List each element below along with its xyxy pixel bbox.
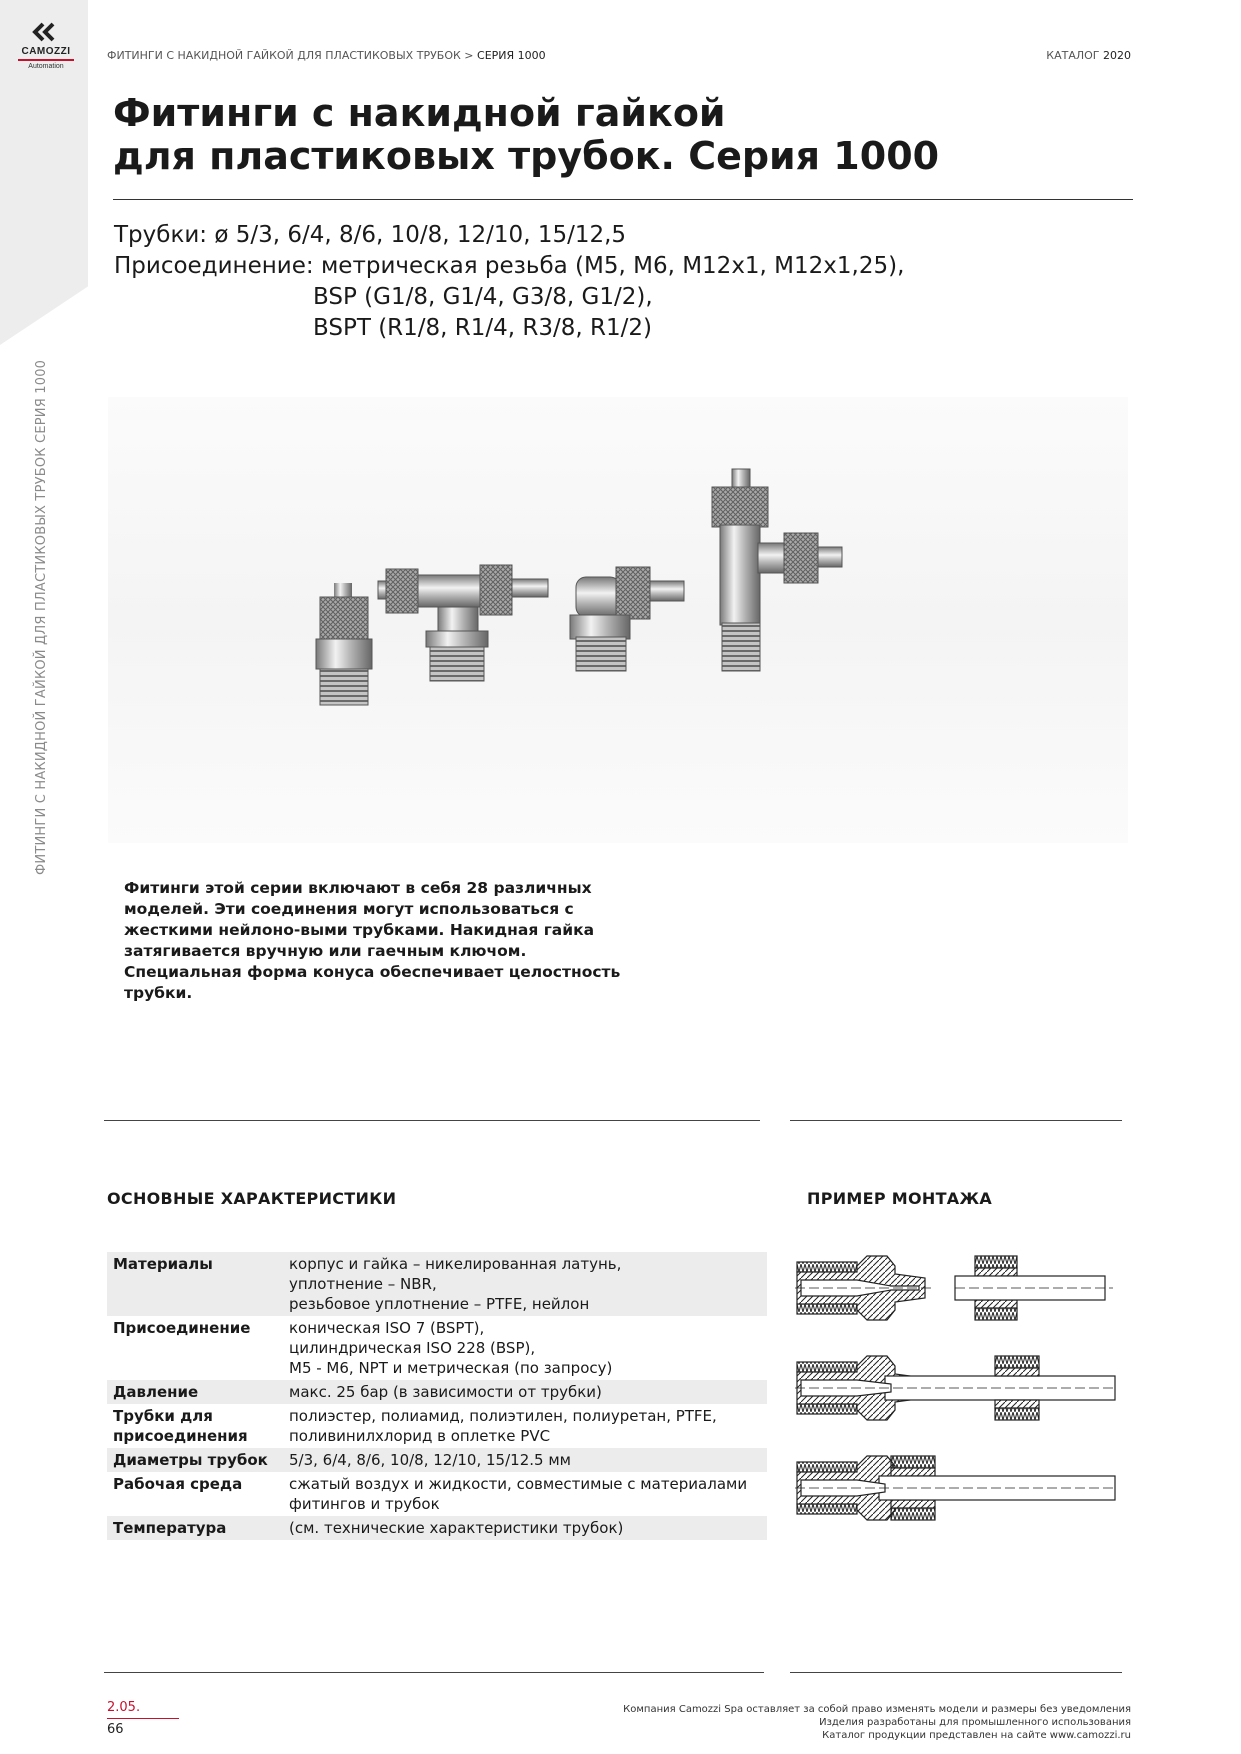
characteristic-value-line: коническая ISO 7 (BSPT), [289,1319,485,1337]
tee-fitting-image [378,565,548,681]
footer-divider-right [790,1672,1122,1673]
characteristic-value-line: резьбовое уплотнение – PTFE, нейлон [289,1295,590,1313]
breadcrumb-section: ФИТИНГИ С НАКИДНОЙ ГАЙКОЙ ДЛЯ ПЛАСТИКОВЫХ ТРУБОК [107,49,461,62]
logo-underline [18,59,74,61]
page-number: 66 [107,1722,124,1737]
catalog-label [1046,49,1131,62]
characteristic-value [283,1472,767,1516]
characteristic-value-line: цилиндрическая ISO 228 (BSP), [289,1339,536,1357]
title-divider [113,199,1133,200]
characteristic-key: Трубки для присоединения [113,1407,248,1445]
characteristic-value-line: M5 - M6, NPT и метрическая (по запросу) [289,1359,613,1377]
branch-tee-image [712,469,842,671]
page-section-number: 2.05. [107,1700,141,1715]
straight-fitting-image [316,583,372,705]
mounting-step-1 [795,1256,1113,1320]
page-section-underline [107,1718,179,1719]
footer-divider-left [104,1672,764,1673]
connection-spec: Присоединение: метрическая резьба (M5, M6, M12x1, M12x1,25), [114,253,905,279]
characteristics-row [107,1448,767,1472]
logo-mark-icon [31,22,61,42]
characteristics-row [107,1380,767,1404]
characteristic-value-line: уплотнение – NBR, [289,1275,437,1293]
characteristic-value [283,1252,767,1316]
characteristic-value [283,1448,767,1472]
characteristic-value [283,1404,767,1448]
characteristic-key: Рабочая среда [113,1475,243,1493]
characteristic-key: Температура [107,1516,283,1540]
tube-connection-specs [114,220,904,344]
catalog-text: КАТАЛОГ [1046,49,1100,62]
characteristic-key: Давление [107,1380,283,1404]
mounting-diagram [795,1248,1125,1552]
characteristic-value-line: 5/3, 6/4, 8/6, 10/8, 12/10, 15/12.5 мм [289,1451,571,1469]
characteristics-row [107,1404,767,1448]
characteristics-row [107,1516,767,1540]
characteristic-value-line: фитингов и трубок [289,1495,440,1513]
footer-note-3: Каталог продукции представлен на сайте www.camozzi.ru [822,1730,1131,1741]
footer-note-2: Изделия разработаны для промышленного использования [819,1717,1131,1728]
logo-tagline: Automation [28,63,64,70]
elbow-fitting-image [570,567,684,671]
characteristic-value [283,1316,767,1380]
mounting-step-3 [795,1456,1117,1520]
characteristic-key: Диаметры трубок [107,1448,283,1472]
side-label: ФИТИНГИ С НАКИДНОЙ ГАЙКОЙ ДЛЯ ПЛАСТИКОВЫХ ТРУБОК СЕРИЯ 1000 [34,359,49,875]
footer-note-1: Компания Camozzi Spa оставляет за собой право изменять модели и размеры без уведомления [623,1704,1131,1715]
breadcrumb [107,49,546,62]
footer-notes [623,1703,1131,1742]
characteristic-value-line: макс. 25 бар (в зависимости от трубки) [289,1383,602,1401]
mounting-example-heading: ПРИМЕР МОНТАЖА [807,1189,993,1208]
connection-bspt: BSPT (R1/8, R1/4, R3/8, R1/2) [313,315,653,341]
characteristics-row [107,1316,767,1380]
characteristic-value [283,1516,767,1540]
breadcrumb-current: СЕРИЯ 1000 [477,49,546,62]
characteristic-value-line: корпус и гайка – никелированная латунь, [289,1255,622,1273]
characteristics-row [107,1252,767,1316]
characteristic-key: Материалы [107,1252,283,1316]
page-title [113,92,1013,178]
page-title-line-2: для пластиковых трубок. Серия 1000 [113,134,940,178]
connection-bsp: BSP (G1/8, G1/4, G3/8, G1/2), [313,284,653,310]
main-characteristics-heading: ОСНОВНЫЕ ХАРАКТЕРИСТИКИ [107,1189,397,1208]
characteristics-table [107,1252,767,1540]
characteristic-value [283,1380,767,1404]
catalog-year: 2020 [1103,49,1131,62]
page-title-line-1: Фитинги с накидной гайкой [113,91,726,135]
logo-name: CAMOZZI [21,46,71,57]
section-divider-right [790,1120,1122,1121]
characteristic-key: Присоединение [113,1319,251,1337]
breadcrumb-separator: > [464,49,474,62]
camozzi-logo [16,22,76,70]
series-description: Фитинги этой серии включают в себя 28 различных моделей. Эти соединения могут использоваться с жесткими нейлоно-выми трубками. Накидная гайка затягивается вручную или гаечным ключом. Специальная форма конуса обеспечивает целостность трубки. [124,879,621,1002]
product-photo [108,397,1128,843]
section-divider-left [104,1120,760,1121]
mounting-step-2 [795,1356,1117,1420]
characteristic-value-line: поливинилхлорид в оплетке PVC [289,1427,551,1445]
tubes-spec: Трубки: ø 5/3, 6/4, 8/6, 10/8, 12/10, 15/12,5 [114,222,627,248]
characteristic-value-line: сжатый воздух и жидкости, совместимые с материалами [289,1475,748,1493]
characteristic-value-line: полиэстер, полиамид, полиэтилен, полиуретан, PTFE, [289,1407,717,1425]
characteristic-value-line: (см. технические характеристики трубок) [289,1519,624,1537]
characteristics-row [107,1472,767,1516]
